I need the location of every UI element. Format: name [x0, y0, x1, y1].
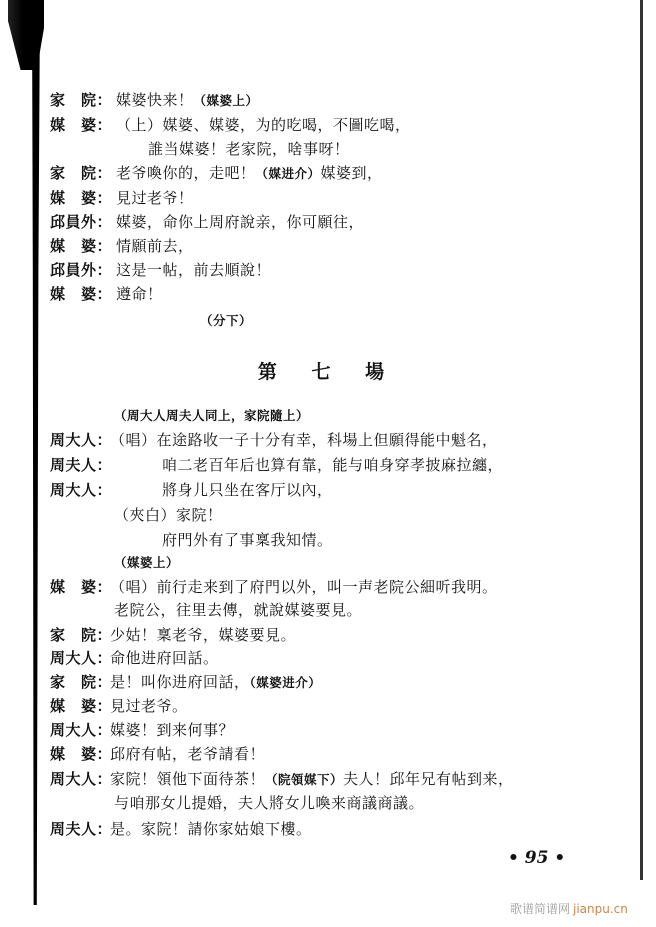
page-left-edge — [32, 0, 40, 905]
line-text: 媒婆，命你上周府說亲，你可願往， — [116, 213, 365, 231]
speaker-label: 媒 婆： — [50, 745, 113, 763]
line-text: 与咱那女儿提婚，夫人將女儿喚来商議商議。 — [114, 794, 425, 812]
line-text: 府門外有了事稟我知情。 — [162, 531, 333, 549]
speaker-label: 周大人： — [50, 721, 113, 739]
line-text: （唱）前行走来到了府門以外，叫一声老院公細听我明。 — [110, 578, 498, 596]
watermark — [510, 900, 628, 917]
watermark-en: jianpu.cn — [573, 902, 628, 916]
line-text: 这是一帖，前去順說！ — [116, 261, 272, 279]
speaker-label: 周大人： — [50, 481, 113, 499]
speaker-label: 周大人： — [50, 431, 113, 449]
speaker-label: 家 院： — [50, 91, 113, 109]
speaker-label: 媒 婆： — [50, 697, 113, 715]
speaker-label: 媒 婆： — [50, 578, 113, 596]
stage-direction-text: （媒婆上） — [193, 93, 259, 108]
line-text: 媒婆！到来何事？ — [110, 721, 235, 739]
line-text: （夾白）家院！ — [114, 506, 223, 524]
line-text: 將身儿只坐在客厅以內， — [162, 481, 333, 499]
watermark-cn: 歌谱简谱网 — [510, 902, 571, 916]
speaker-label: 媒 婆： — [50, 189, 113, 207]
line-text: 是！叫你进府回話， — [110, 673, 250, 691]
stage-direction-text: （分下） — [200, 313, 253, 328]
line-text: 老爷喚你的，走吧！ — [116, 164, 256, 182]
line-text: 少姑！稟老爷，媒婆要見。 — [110, 626, 297, 644]
speaker-label: 邱員外： — [50, 213, 113, 231]
scene-title: 第 七 場 — [257, 361, 399, 383]
speaker-label: 媒 婆： — [50, 285, 113, 303]
speaker-label: 家 院： — [50, 673, 113, 691]
speaker-label: 媒 婆： — [50, 237, 113, 255]
speaker-label: 家 院： — [50, 164, 113, 182]
line-text: （上）媒婆、媒婆，为的吃喝，不圖吃喝， — [116, 116, 411, 134]
line-text: 家院！領他下面待茶！ — [110, 770, 266, 788]
stage-direction-text: （媒婆进介） — [249, 675, 322, 690]
stage-direction-text: （媒进介） — [255, 166, 321, 181]
line-text: 誰当媒婆！老家院，啥事呀！ — [148, 140, 350, 158]
line-text: 遵命！ — [116, 285, 163, 303]
speaker-label: 周夫人： — [50, 820, 113, 838]
stage-direction-text: （周大人周夫人同上，家院隨上） — [114, 408, 310, 423]
line-text-after: 媒婆到， — [320, 164, 383, 182]
line-text: （唱）在途路收一子十分有幸，科場上但願得能中魁名， — [110, 431, 498, 449]
line-text: 命他进府回話。 — [110, 649, 219, 667]
line-text-after: 夫人！邱年兄有帖到来， — [343, 770, 514, 788]
line-text: 見过老爷。 — [110, 697, 188, 715]
speaker-label: 家 院： — [50, 626, 113, 644]
stage-direction-text: （院領媒下） — [265, 772, 344, 787]
speaker-label: 周大人： — [50, 649, 113, 667]
speaker-label: 邱員外： — [50, 261, 113, 279]
page-number: • 95 • — [508, 848, 566, 868]
stage-direction-text: （媒婆上） — [114, 555, 180, 570]
speaker-label: 周夫人： — [50, 456, 113, 474]
line-text: 媒婆快来！ — [116, 91, 194, 109]
page-right-edge — [640, 0, 643, 880]
speaker-label: 周大人： — [50, 770, 113, 788]
line-text: 情願前去， — [116, 237, 194, 255]
line-text: 見过老爷！ — [116, 189, 194, 207]
speaker-label: 媒 婆： — [50, 116, 113, 134]
line-text: 邱府有帖，老爷請看！ — [110, 745, 266, 763]
line-text: 是。家院！請你家姑娘下樓。 — [110, 820, 312, 838]
line-text: 咱二老百年后也算有靠，能与咱身穿孝披麻拉纏， — [162, 456, 504, 474]
line-text: 老院公，往里去傳，就說媒婆要見。 — [114, 601, 363, 619]
